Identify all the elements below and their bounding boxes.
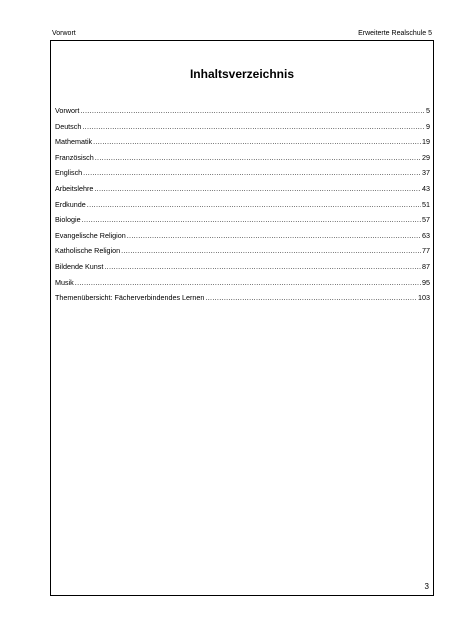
toc-entry-label: Evangelische Religion xyxy=(55,230,126,240)
toc-dot-leader xyxy=(93,134,421,150)
toc-entry-bildende-kunst[interactable] xyxy=(55,259,430,275)
toc-entry-label: Katholische Religion xyxy=(55,246,121,256)
toc-dot-leader xyxy=(82,212,421,228)
toc-dot-leader xyxy=(94,181,421,197)
running-header xyxy=(50,28,434,40)
toc-entry-label: Erdkunde xyxy=(55,199,86,209)
page-number: 3 xyxy=(424,582,429,591)
toc-entry-themenuebersicht[interactable] xyxy=(55,290,430,306)
toc-entry-erdkunde[interactable] xyxy=(55,197,430,213)
toc-entry-page: 19 xyxy=(422,137,430,147)
header-section-name: Vorwort xyxy=(52,30,76,37)
toc-entry-label: Französisch xyxy=(55,152,94,162)
toc-dot-leader xyxy=(205,290,417,306)
toc-dot-leader xyxy=(127,228,421,244)
toc-entry-deutsch[interactable] xyxy=(55,119,430,135)
toc-entry-label: Englisch xyxy=(55,168,83,178)
toc-entry-label: Arbeitslehre xyxy=(55,183,94,193)
toc-entry-label: Bildende Kunst xyxy=(55,261,104,271)
toc-entry-label: Musik xyxy=(55,277,74,287)
toc-entry-page: 103 xyxy=(418,293,430,303)
toc-dot-leader xyxy=(82,119,425,135)
toc-entry-mathematik[interactable] xyxy=(55,134,430,150)
toc-entry-evangelische-religion[interactable] xyxy=(55,228,430,244)
toc-entry-page: 5 xyxy=(426,106,430,115)
toc-entry-arbeitslehre[interactable] xyxy=(55,181,430,197)
header-document-name: Erweiterte Realschule 5 xyxy=(358,30,432,37)
toc-entry-page: 29 xyxy=(422,152,430,162)
toc-entry-label: Themenübersicht: Fächerverbindendes Lernen xyxy=(55,293,205,303)
toc-dot-leader xyxy=(80,103,425,119)
toc-entry-page: 57 xyxy=(422,215,430,225)
toc-dot-leader xyxy=(87,197,421,213)
table-of-contents xyxy=(55,103,430,306)
toc-entry-page: 95 xyxy=(422,277,430,287)
toc-entry-franzoesisch[interactable] xyxy=(55,150,430,166)
toc-entry-page: 51 xyxy=(422,199,430,209)
toc-entry-musik[interactable] xyxy=(55,275,430,291)
toc-dot-leader xyxy=(75,275,421,291)
toc-dot-leader xyxy=(104,259,421,275)
toc-entry-label: Deutsch xyxy=(55,121,82,131)
toc-dot-leader xyxy=(95,150,421,166)
toc-entry-page: 63 xyxy=(422,230,430,240)
toc-dot-leader xyxy=(121,243,421,259)
toc-entry-katholische-religion[interactable] xyxy=(55,243,430,259)
toc-entry-label: Mathematik xyxy=(55,137,93,147)
toc-entry-page: 37 xyxy=(422,168,430,178)
toc-entry-page: 43 xyxy=(422,183,430,193)
page-title: Inhaltsverzeichnis xyxy=(189,67,295,81)
toc-dot-leader xyxy=(83,165,421,181)
toc-entry-label: Biologie xyxy=(55,215,81,225)
toc-entry-page: 87 xyxy=(422,261,430,271)
toc-entry-page: 9 xyxy=(426,121,430,131)
page-frame xyxy=(50,40,434,596)
toc-entry-page: 77 xyxy=(422,246,430,256)
toc-entry-label: Vorwort xyxy=(55,106,80,115)
toc-entry-biologie[interactable] xyxy=(55,212,430,228)
toc-entry-vorwort[interactable] xyxy=(55,103,430,119)
toc-entry-englisch[interactable] xyxy=(55,165,430,181)
